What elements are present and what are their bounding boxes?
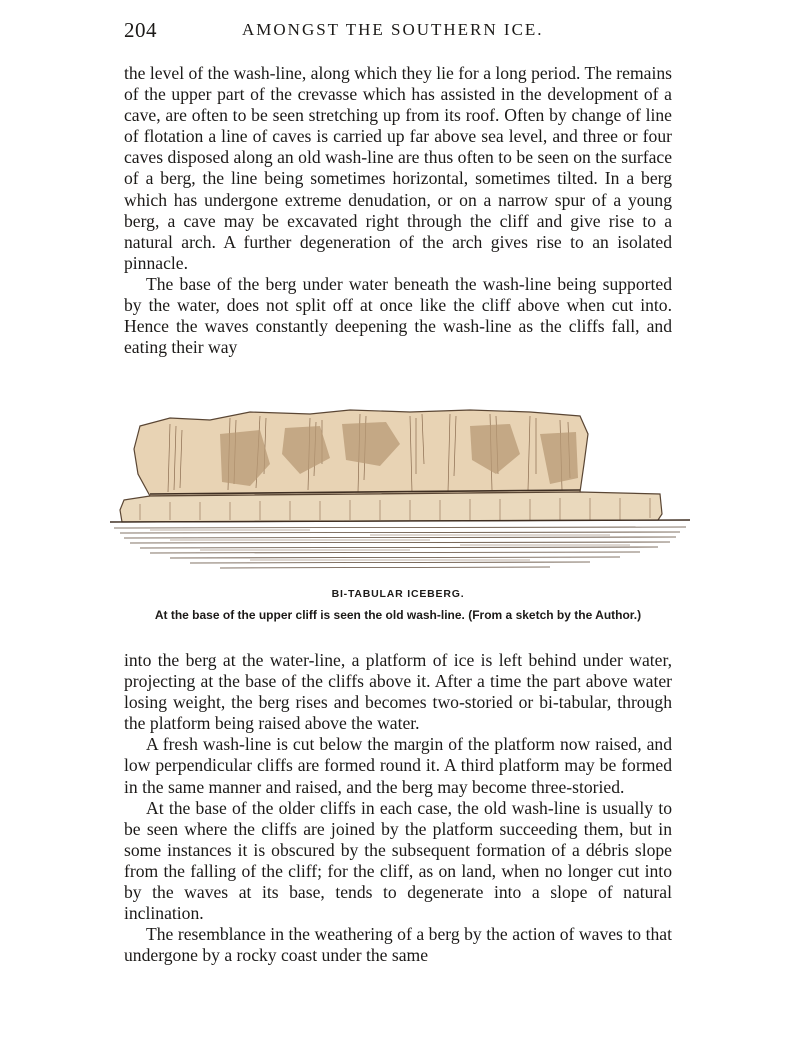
paragraph: A fresh wash-line is cut below the margin of the platform now raised, and low perpendicular cliffs are formed round it. A third platform may be formed in the same manner and raised, and the berg may become three-storied. bbox=[124, 734, 672, 797]
sea-reflection-fine bbox=[150, 530, 630, 560]
paragraph: The resemblance in the weathering of a berg by the action of waves to that undergone by a rocky coast under the same bbox=[124, 924, 672, 966]
iceberg-illustration bbox=[110, 404, 690, 584]
page-number: 204 bbox=[124, 18, 157, 42]
iceberg-engraving-image bbox=[110, 404, 690, 584]
figure-caption-title: BI-TABULAR ICEBERG. bbox=[331, 588, 465, 600]
lower-platform bbox=[120, 492, 662, 522]
text-before-figure bbox=[124, 63, 672, 358]
paragraph: the level of the wash-line, along which they lie for a long period. The remains of the upper part of the crevasse which has assisted in the development of a cave, are often to be seen stretching up from its roof. Often by change of line of flotation a line of caves is carried up far above sea level, and three or four caves disposed along an old wash-line are thus often to be seen on the surface of a berg, the line being sometimes horizontal, sometimes tilted. In a berg which has undergone extreme denudation, or on a narrow spur of a young berg, a cave may be excavated right through the cliff and give rise to a natural arch. A further degeneration of the arch gives rise to an isolated pinnacle. bbox=[124, 63, 672, 273]
figure-caption-text: At the base of the upper cliff is seen the old wash-line. (From a sketch by the Author.) bbox=[154, 608, 642, 622]
sea-reflection bbox=[114, 527, 686, 568]
text-after-figure bbox=[124, 650, 672, 966]
paragraph: At the base of the older cliffs in each case, the old wash-line is usually to be seen where the cliffs are joined by the platform succeeding them, but in some instances it is obscured by the subsequent formation of a débris slope from the falling of the cliff; for the cliff, as on land, when no longer cut into by the waves at its base, tends to degenerate into a slope of natural inclination. bbox=[124, 797, 672, 924]
paragraph: The base of the berg under water beneath the wash-line being supported by the water, does not split off at once like the cliff above when cut into. Hence the waves constantly deepening the wash-line as the cliffs fall, and eating their way bbox=[124, 273, 672, 358]
paragraph: into the berg at the water-line, a platform of ice is left behind under water, projecting at the base of the cliffs above it. After a time the part above water losing weight, the berg rises and becomes two-storied or bi-tabular, through the platform being raised above the water. bbox=[124, 650, 672, 734]
running-title: AMONGST THE SOUTHERN ICE. bbox=[242, 20, 544, 39]
page-header bbox=[124, 18, 672, 46]
